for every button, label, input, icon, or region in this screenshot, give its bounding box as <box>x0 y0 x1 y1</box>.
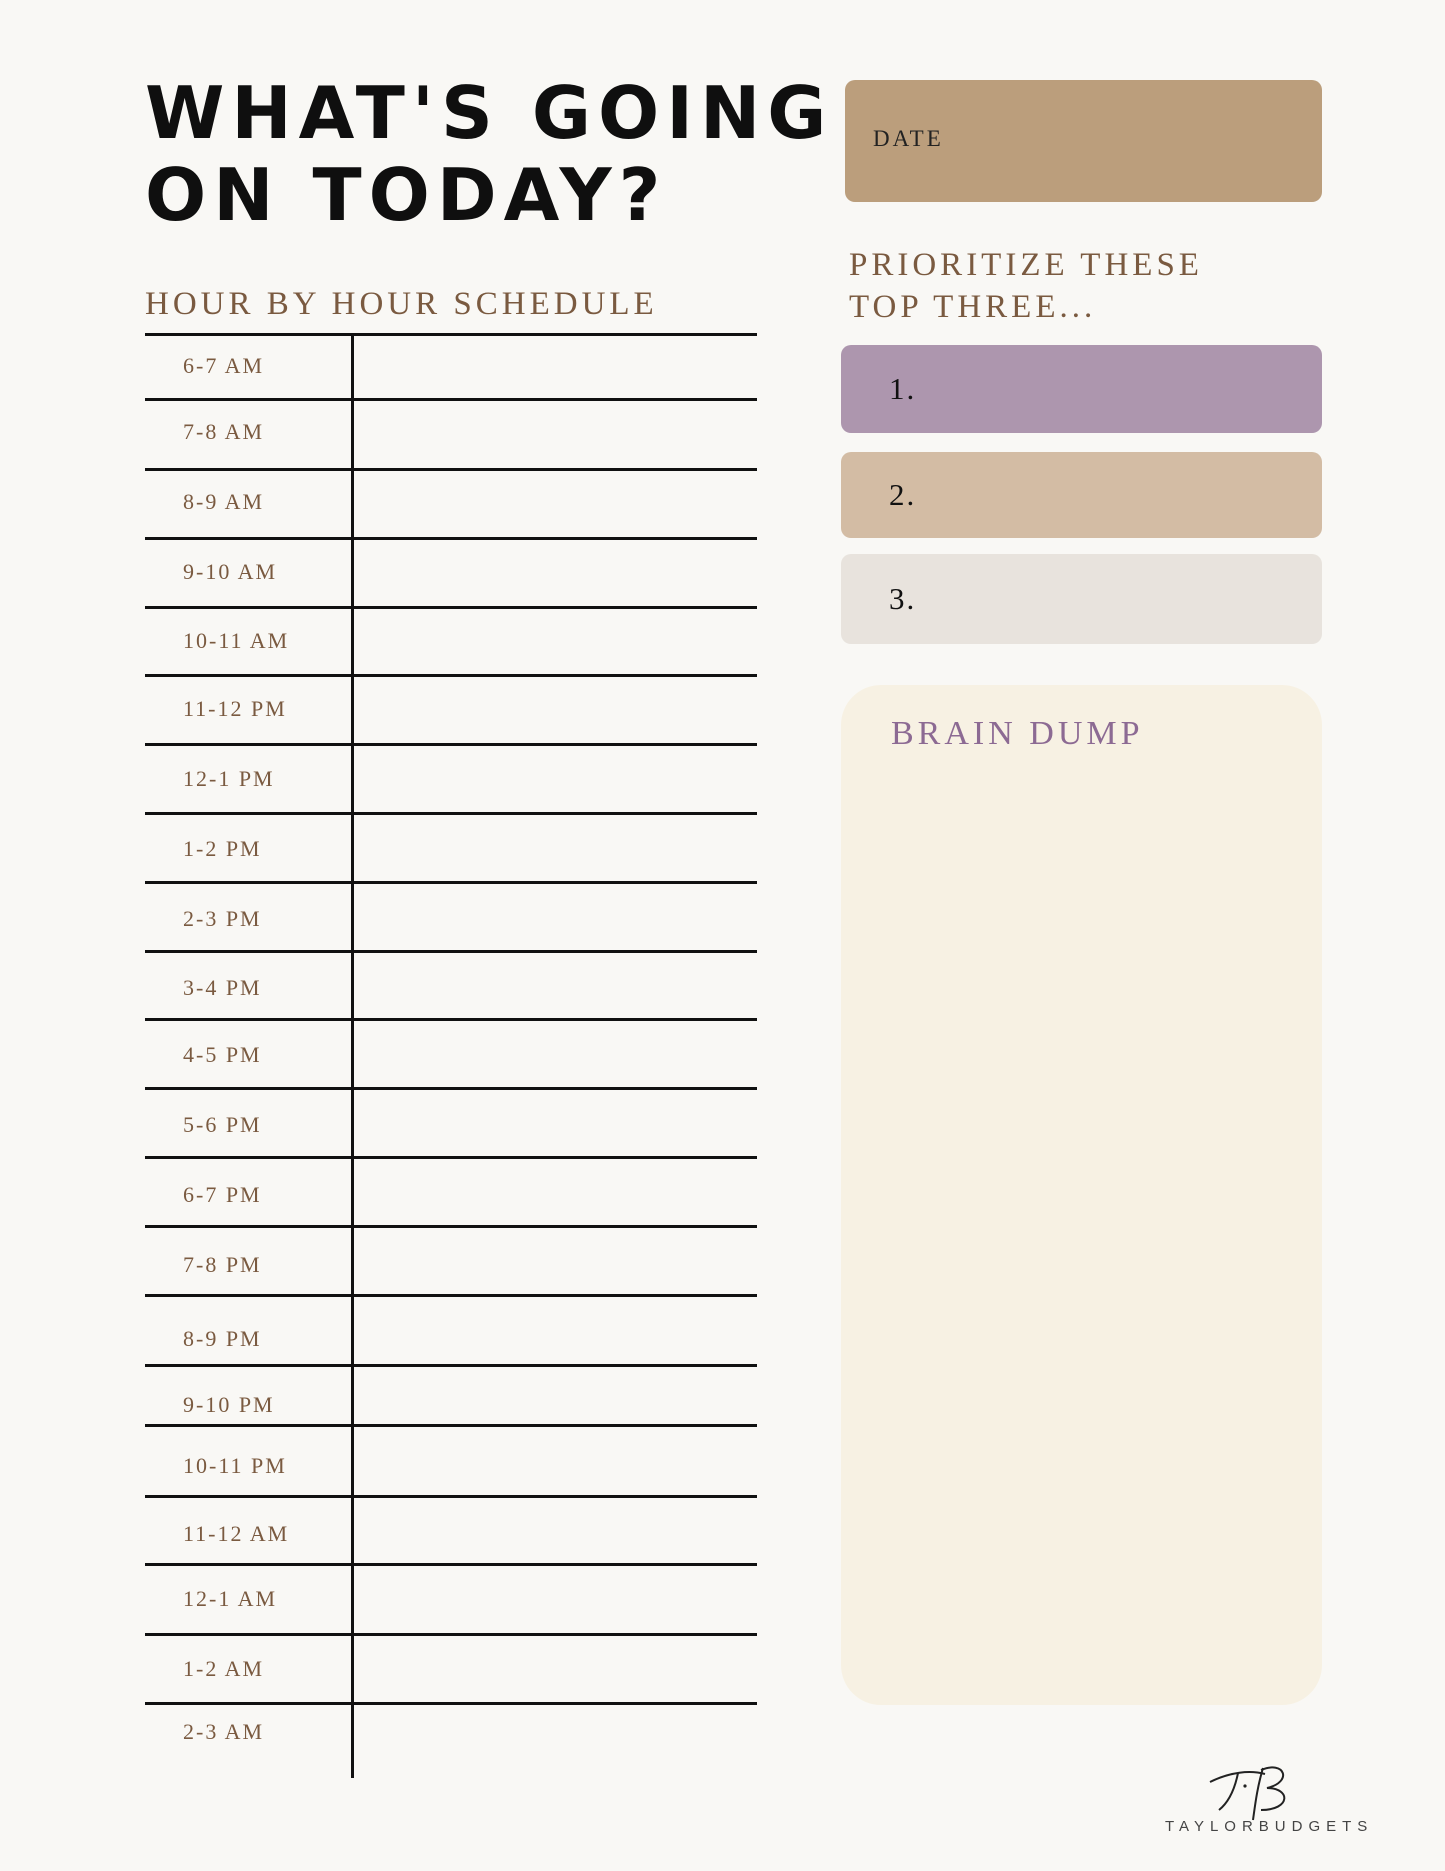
schedule-row-line <box>145 606 757 609</box>
brain-dump-area[interactable] <box>841 685 1322 1705</box>
schedule-row-line <box>145 950 757 953</box>
schedule-row-line <box>145 1364 757 1367</box>
schedule-time-label: 2-3 AM <box>183 1719 265 1744</box>
schedule-time-label: 4-5 PM <box>183 1042 262 1067</box>
schedule-row-line <box>145 1495 757 1498</box>
schedule-time-label: 11-12 AM <box>183 1521 290 1546</box>
schedule-row-line <box>145 1563 757 1566</box>
schedule-heading: HOUR BY HOUR SCHEDULE <box>145 286 658 322</box>
brain-dump-label: BRAIN DUMP <box>891 715 1144 752</box>
priorities-heading-line-2: TOP THREE... <box>849 289 1097 325</box>
priorities-heading <box>849 244 1203 328</box>
schedule-time-label: 7-8 PM <box>183 1252 262 1277</box>
schedule-time-label: 6-7 PM <box>183 1182 262 1207</box>
priority-3-label: 3. <box>889 581 917 616</box>
priority-1-label: 1. <box>889 371 917 406</box>
schedule-row-line <box>145 398 757 401</box>
schedule-time-label: 12-1 AM <box>183 1586 278 1611</box>
schedule-row-line <box>145 743 757 746</box>
schedule-time-label: 8-9 AM <box>183 489 265 514</box>
schedule-row-line <box>145 1702 757 1705</box>
priority-3-field[interactable] <box>841 554 1322 644</box>
schedule-time-label: 3-4 PM <box>183 975 262 1000</box>
schedule-time-label: 9-10 AM <box>183 559 278 584</box>
schedule-time-label: 1-2 AM <box>183 1656 265 1681</box>
schedule-time-label: 11-12 PM <box>183 696 287 721</box>
priority-1-field[interactable] <box>841 345 1322 433</box>
schedule-time-label: 7-8 AM <box>183 419 265 444</box>
schedule-time-label: 8-9 PM <box>183 1326 262 1351</box>
title-line-1: WHAT'S GOING <box>145 71 834 155</box>
schedule-row-line <box>145 468 757 471</box>
date-label: DATE <box>873 126 944 151</box>
schedule-row-line <box>145 881 757 884</box>
priority-2-label: 2. <box>889 477 917 512</box>
logo-text: TAYLORBUDGETS <box>1165 1818 1374 1835</box>
schedule-row-line <box>145 812 757 815</box>
schedule-row-line <box>145 1156 757 1159</box>
schedule-row-line <box>145 1225 757 1228</box>
schedule-divider <box>351 333 354 1778</box>
date-field[interactable] <box>845 80 1322 202</box>
schedule-row-line <box>145 1424 757 1427</box>
page-title <box>145 72 833 236</box>
schedule-row-line <box>145 333 757 336</box>
schedule-row-line <box>145 1018 757 1021</box>
schedule-time-label: 2-3 PM <box>183 906 262 931</box>
schedule-row-line <box>145 1087 757 1090</box>
hour-schedule <box>145 333 757 1778</box>
schedule-row-line <box>145 537 757 540</box>
schedule-time-label: 10-11 AM <box>183 628 290 653</box>
schedule-row-line <box>145 674 757 677</box>
priority-2-field[interactable] <box>841 452 1322 538</box>
brand-logo <box>1165 1760 1395 1840</box>
title-line-2: ON TODAY? <box>145 153 668 237</box>
schedule-time-label: 10-11 PM <box>183 1453 287 1478</box>
schedule-time-label: 5-6 PM <box>183 1112 262 1137</box>
schedule-time-label: 9-10 PM <box>183 1392 275 1417</box>
schedule-row-line <box>145 1633 757 1636</box>
schedule-time-label: 12-1 PM <box>183 766 275 791</box>
priorities-heading-line-1: PRIORITIZE THESE <box>849 247 1203 283</box>
signature-monogram-icon <box>1205 1760 1315 1822</box>
schedule-time-label: 6-7 AM <box>183 353 265 378</box>
schedule-row-line <box>145 1294 757 1297</box>
schedule-time-label: 1-2 PM <box>183 836 262 861</box>
